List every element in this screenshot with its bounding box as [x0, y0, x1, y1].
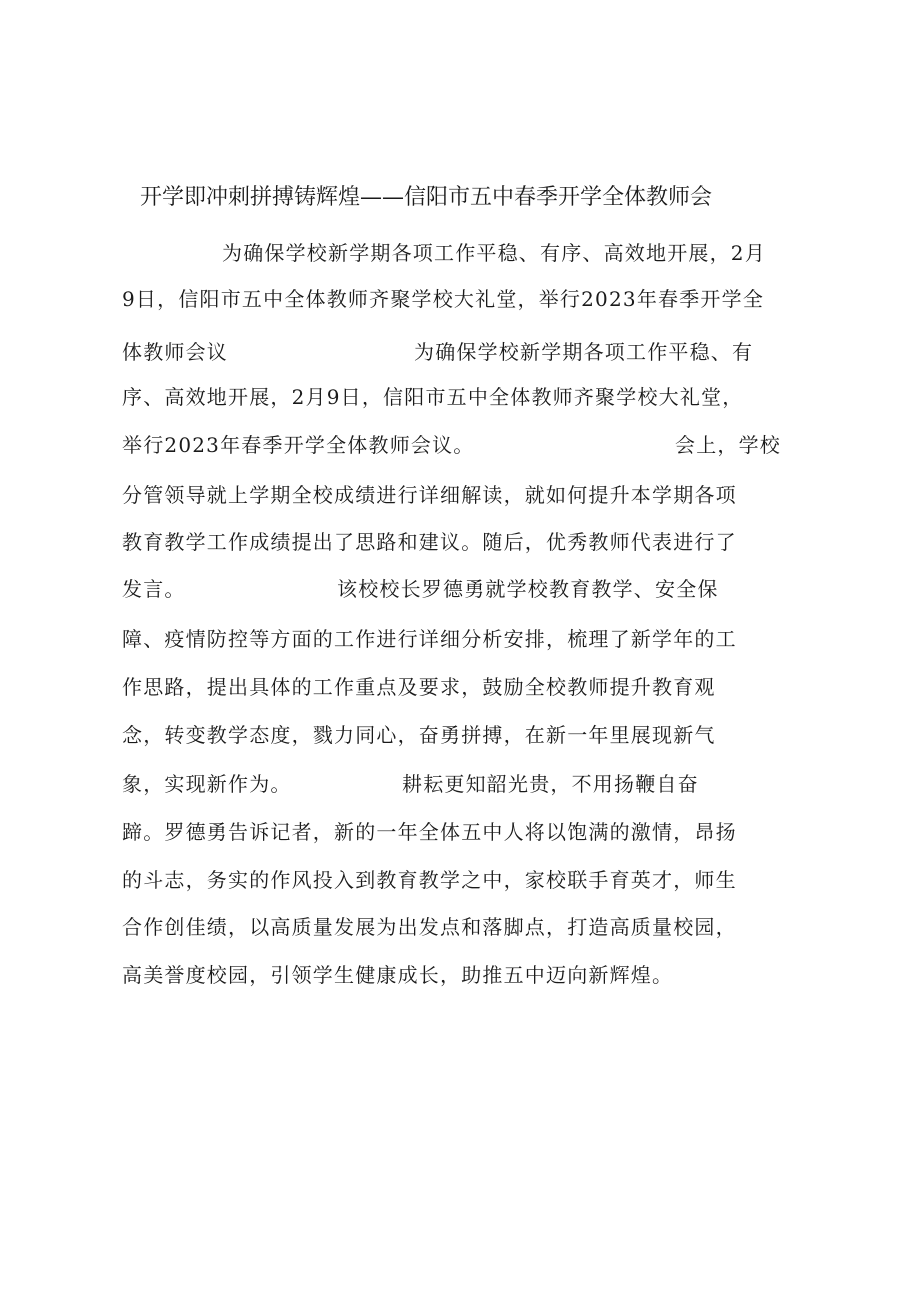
document-title: 开学即冲刺拼搏铸辉煌——信阳市五中春季开学全体教师会 [140, 185, 713, 210]
body-line: 该校校长罗德勇就学校教育教学、安全保 [337, 577, 719, 601]
body-line: 分管领导就上学期全校成绩进行详细解读，就如何提升本学期各项 [122, 483, 737, 507]
body-line: 象，实现新作为。 [122, 772, 292, 796]
body-line: 高美誉度校园，引领学生健康成长，助推五中迈向新辉煌。 [122, 963, 674, 987]
body-line: 蹄。罗德勇告诉记者，新的一年全体五中人将以饱满的激情，昂扬 [122, 820, 737, 844]
body-line: 的斗志，务实的作风投入到教育教学之中，家校联手育英才，师生 [122, 868, 737, 892]
body-line: 作思路，提出具体的工作重点及要求，鼓励全校教师提升教育观 [122, 675, 716, 699]
body-line: 耕耘更知韶光贵，不用扬鞭自奋 [402, 772, 699, 796]
body-line: 为确保学校新学期各项工作平稳、有序、高效地开展，2月 [222, 241, 766, 265]
body-line: 9日，信阳市五中全体教师齐聚学校大礼堂，举行2023年春季开学全 [122, 287, 765, 311]
body-line: 体教师会议 [122, 340, 228, 364]
body-line: 为确保学校新学期各项工作平稳、有 [414, 340, 754, 364]
body-line: 教育教学工作成绩提出了思路和建议。随后，优秀教师代表进行了 [122, 530, 737, 554]
body-line: 发言。 [122, 577, 186, 601]
body-line: 合作创佳绩，以高质量发展为出发点和落脚点，打造高质量校园， [122, 915, 737, 939]
body-line: 障、疫情防控等方面的工作进行详细分析安排，梳理了新学年的工 [122, 627, 737, 651]
body-line: 念，转变教学态度，戮力同心，奋勇拼搏，在新一年里展现新气 [122, 723, 716, 747]
body-line: 会上，学校 [675, 433, 781, 457]
body-line: 举行2023年春季开学全体教师会议。 [122, 433, 475, 457]
body-line: 序、高效地开展，2月9日，信阳市五中全体教师齐聚学校大礼堂， [122, 385, 744, 409]
